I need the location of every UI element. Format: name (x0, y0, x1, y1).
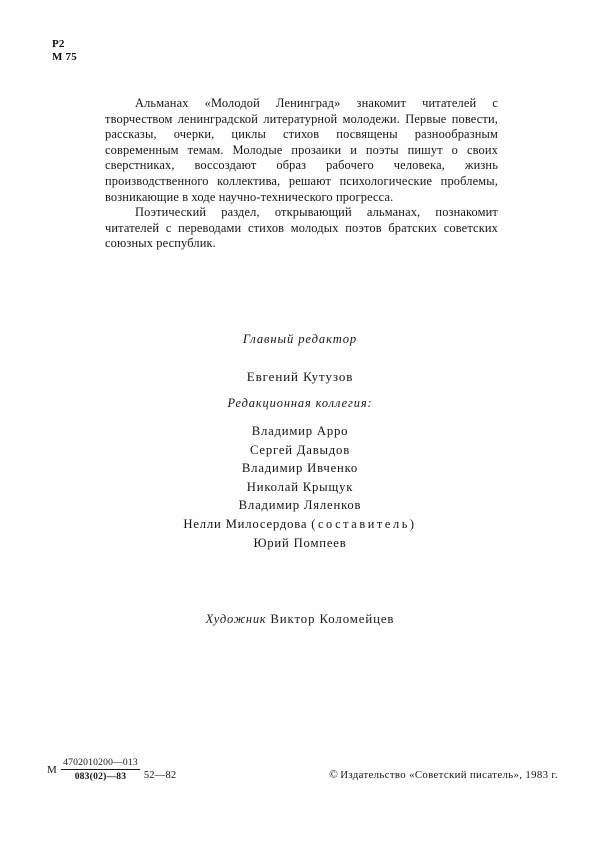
publishing-code-denominator: 083(02)—83 (74, 771, 127, 783)
list-item (0, 459, 600, 478)
board-member-name: Владимир Арро (251, 424, 349, 438)
publishing-code (47, 757, 176, 783)
classification-index: Р2 (52, 38, 65, 50)
artist-credit-block (0, 610, 600, 628)
chief-editor-name: Евгений Кутузов (246, 369, 354, 384)
annotation-paragraph-1: Альманах «Молодой Ленинград» знакомит читателей с творчеством ленинградской литературной молодежи. Первые повести, рассказы, очерки, циклы стихов посвящены разнообразным современным темам. Молодые прозаики и поэты пишут о своих сверстниках, воссоздают образ рабочего человека, жизнь производственного коллектива, решают психологические проблемы, возникающие в ходе научно-технического прогресса. (105, 96, 498, 204)
spacer (0, 411, 600, 422)
list-item (0, 515, 600, 534)
artist-role: Художник (205, 612, 267, 626)
artist-name: Виктор Коломейцев (270, 612, 395, 626)
publishing-code-fraction (61, 757, 140, 783)
copyright-text: Издательство «Советский писатель», 1983 г. (340, 769, 558, 781)
chief-editor-role: Главный редактор (242, 332, 358, 346)
editorial-board-block (0, 396, 600, 552)
copyright-icon: © (329, 769, 339, 781)
editorial-board-list (0, 422, 600, 552)
spacer (0, 347, 600, 369)
list-item (0, 441, 600, 460)
publishing-code-prefix: М (47, 763, 58, 776)
book-annotation (105, 96, 498, 252)
list-item (0, 478, 600, 497)
board-member-name: Николай Крыщук (246, 479, 354, 494)
publishing-code-numerator: 4702010200—013 (63, 757, 138, 768)
board-member-name: Сергей Давыдов (249, 442, 350, 457)
board-member-role-note: (составитель) (311, 516, 417, 531)
copyright-line (329, 769, 558, 781)
list-item (0, 534, 600, 553)
list-item (0, 496, 600, 515)
board-member-name: Нелли Милосердова (183, 516, 308, 531)
library-classification-mark (52, 38, 77, 63)
list-item (0, 422, 600, 441)
board-member-name: Владимир Ляленков (238, 498, 362, 513)
publishing-code-suffix: 52—82 (143, 769, 177, 781)
editorial-board-heading: Редакционная коллегия: (227, 396, 373, 410)
author-sign: М 75 (52, 50, 77, 63)
board-member-name: Юрий Помпеев (253, 535, 347, 550)
board-member-name: Владимир Ивченко (241, 461, 359, 476)
annotation-paragraph-2: Поэтический раздел, открывающий альманах, познакомит читателей с переводами стихов молодых поэтов братских советских союзных республик. (105, 205, 498, 251)
chief-editor-block (0, 332, 600, 385)
